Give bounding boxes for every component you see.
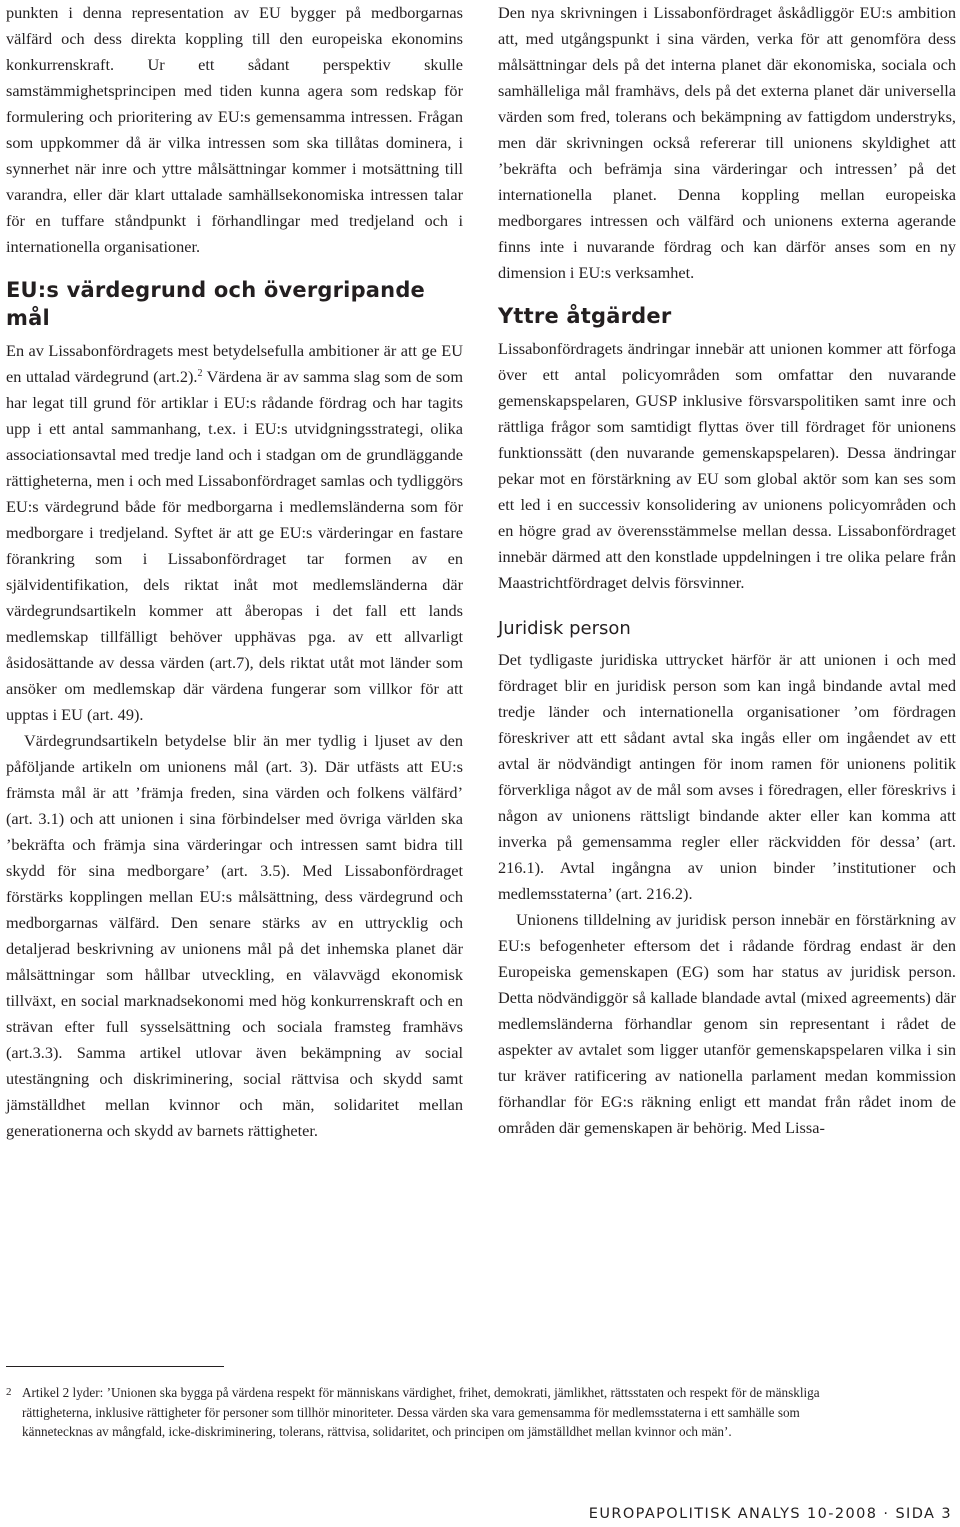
footnote-text: Artikel 2 lyder: ’Unionen ska bygga på värdena respekt för människans värdighet, frihet, demokrati, jämlikhet, rättsstaten och respekt för de mänskliga rättigheterna, inklusive rättigheter för personer som tillhör minoriteter. Dessa värden ska vara gemensamma för medlemsstaterna i ett samhälle som kännetecknas av mångfald, icke-diskriminering, tolerans, rättvisa, solidaritet, och principen om jämställdhet mellan kvinnor och män’. <box>22 1385 820 1439</box>
paragraph-text: Värdena är av samma slag som de som har legat till grund för artiklar i EU:s rådande fördrag och har tagits upp i ett antal sammanhang, t.ex. i EU:s utvidgningsstrategi, olika associationsavtal med tredje land och i stadgan om de grundläggande rättigheterna, men i och med Lissabonfördraget samlas och tydliggörs EU:s värdegrund både för medborgarna i medlemsländerna som för medborgare i tredjeland. Syftet är att ge EU:s värderingar en fastare förankring som i Lissabonfördraget tar formen av en självidentifikation, dels riktat inåt mot medlemsländerna där värdegrundsartikeln kommer att åberopas i det fall ett lands medlemskap tillfälligt behöver upphävas pga. av ett allvarligt åsidosättande av dessa värden (art.7), dels riktat utåt mot länder som ansöker om medlemskap där värdena fungerar som villkor för att upptas i EU (art. 49). <box>6 367 463 724</box>
body-paragraph: Den nya skrivningen i Lissabonfördraget åskådliggör EU:s ambition att, med utgångspunkt i sina värden, verka för att genomföra dess målsättningar dels på det interna planet där ekonomiska, sociala och samhälleliga mål framhävs, dels på det externa planet där universella värden som fred, tolerans och bekämpning av fattigdom understryks, men där skrivningen också refererar till unionens skyldighet att ’bekräfta och befrämja sina värderingar och intressen’ på det internationella planet. Denna koppling mellan europeiska medborgares intressen och välfärd och unionens externa agerande finns inte i nuvarande fördrag och kan därför anses som en ny dimension i EU:s verksamhet. <box>498 3 956 282</box>
footnote-number: 2 <box>6 1386 12 1398</box>
footnote <box>6 1383 826 1442</box>
right-column <box>498 0 956 1141</box>
body-paragraph: punkten i denna representation av EU bygger på medborgarnas välfärd och dess direkta koppling till den europeiska ekonomins konkurrenskraft. Ur ett sådant perspektiv skulle samstämmighetsprincipen med tiden kunna agera som redskap för formulering och prioritering av EU:s gemensamma intressen. Frågan som uppkommer då är vilka intressen som ska tillåtas dominera, i synnerhet när inre och yttre målsättningar kommer i motsättning till varandra, eller där klart uttalade samhällsekonomiska intressen talar för en tuffare ståndpunkt i förhandlingar med tredjeland och i internationella organisationer. <box>6 3 463 256</box>
section-heading: EU:s värdegrund och övergripande mål <box>6 278 425 330</box>
section-heading: Yttre åtgärder <box>498 304 672 328</box>
left-column <box>6 0 463 1144</box>
body-paragraph: Unionens tilldelning av juridisk person innebär en förstärkning av EU:s befogenheter eftersom det i rådande fördrag endast är den Europeiska gemenskapen (EG) som har status av juridisk person. Detta nödvändiggör så kallade blandade avtal (mixed agreements) där medlemsländerna förhandlar genom sin representant i rådet de aspekter av avtalet som ligger utanför gemenskapspelaren vilka i sin tur kräver ratificering av nationella parlament medan kommission förhandlar för EG:s räkning enligt ett mandat från rådet inom de områden där gemenskapen är behörig. Med Lissa- <box>498 910 956 1137</box>
paragraph-text: En av Lissabonfördragets mest betydelsefulla ambitioner är att ge EU en uttalad värdegrund (art.2). <box>6 341 463 386</box>
subsection-heading: Juridisk person <box>498 618 631 639</box>
body-paragraph: Det tydligaste juridiska uttrycket härför är att unionen i och med fördraget blir en juridisk person som kan ingå bindande avtal med tredje länder och internationella organisationer ’om fördragen föreskriver att ett sådant avtal ska ingås eller om ingåendet av ett avtal är nödvändigt antingen för inom ramen för unionens politik förverkliga något av de mål som avses i föredragen, eller föreskrivs i någon av unionens rättsligt bindande akter eller kan komma att inverka på gemensamma regler eller räckvidden för dessa’ (art. 216.1). Avtal ingångna av union binder ’institutioner och medlemsstaterna’ (art. 216.2). <box>498 650 956 903</box>
footnote-reference[interactable]: 2 <box>197 368 203 379</box>
body-paragraph: Lissabonfördragets ändringar innebär att unionen kommer att förfoga över ett antal policyområden som omfattar den nuvarande gemenskapspelaren, GUSP inklusive försvarspolitiken samt inre och rättliga frågor som samtidigt flyttas över till fördraget för unionens funktionssätt (den nuvarande gemenskapspelaren). Dessa ändringar pekar mot en förstärkning av EU som global aktör som kan ses som ett led i en successiv konsolidering av unionens policyområden och en högre grad av överensstämmelse mellan dessa. Lissabonfördraget innebär därmed att den konstlade uppdelningen i tre olika pelare från Maastrichtfördraget delvis försvinner. <box>498 339 956 592</box>
body-paragraph: Värdegrundsartikeln betydelse blir än mer tydlig i ljuset av den påföljande artikeln om unionens mål (art. 3). Där utfästs att EU:s främsta mål är att ’främja freden, sina värden och folkens välfärd’ (art. 3.1) och att unionen i sina förbindelser med övriga världen ska ’bekräfta och främja sina värderingar och intressen samt bidra till skydd för sina medborgare’ (art. 3.5). Med Lissabonfördraget förstärks kopplingen mellan EU:s målsättning, dess värdegrund och medborgarnas välfärd. Den senare stärks av en uttrycklig och detaljerad beskrivning av unionens mål på det inhemska planet där målsättningar som hållbar utveckling, en välavvägd ekonomisk tillväxt, en social marknadsekonomi med hög konkurrenskraft och en strävan efter full sysselsättning och sociala framsteg framhävs (art.3.3). Samma artikel utlovar även bekämpning av social utestängning och diskriminering, social rättvisa och skydd samt jämställdhet mellan kvinnor och män, solidaritet mellan generationerna och skydd av barnets rättigheter. <box>6 731 463 1140</box>
body-paragraph <box>6 338 463 728</box>
page-footer: EUROPAPOLITISK ANALYS 10-2008 · SIDA 3 <box>588 1506 952 1522</box>
footnote-divider <box>6 1366 224 1367</box>
